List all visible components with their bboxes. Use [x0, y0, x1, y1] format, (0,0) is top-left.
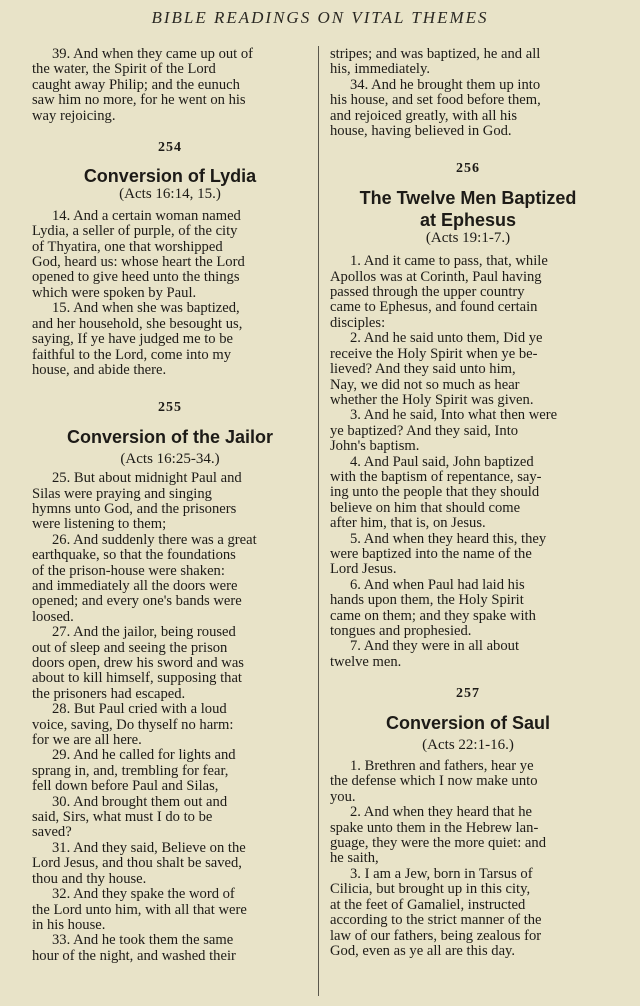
text-line: for we are all here. [32, 732, 142, 749]
scripture-reference: (Acts 19:1-7.) [425, 229, 511, 246]
text-line: voice, saving, Do thyself no harm: [32, 716, 234, 733]
text-line: Lord Jesus, and thou shalt be saved, [32, 855, 242, 872]
text-line: house, having believed in God. [330, 123, 512, 140]
scripture-reference: (Acts 22:1-16.) [422, 736, 514, 753]
text-line: thou and thy house. [32, 870, 147, 887]
text-line: opened to give heed unto the things [32, 269, 240, 286]
text-line: whether the Holy Spirit was given. [330, 391, 534, 408]
text-line: 29. And he called for lights and [52, 747, 236, 764]
text-line: came on them; and they spake with [330, 607, 536, 624]
text-line: 2. And when they heard that he [350, 804, 532, 821]
text-line: 39. And when they came up out of [52, 46, 254, 62]
text-line: tongues and prophesied. [330, 623, 472, 639]
text-line: you. [330, 788, 356, 805]
text-line: fell down before Paul and Silas, [32, 778, 219, 795]
text-line: loosed. [32, 608, 74, 625]
text-line: guage, they were the more quiet: and [330, 835, 546, 852]
text-line: Silas were praying and singing [32, 485, 212, 502]
text-line: disciples: [330, 314, 386, 331]
text-line: he saith, [330, 850, 379, 867]
text-line: receive the Holy Spirit when ye be- [330, 345, 538, 362]
text-line: law of our fathers, being zealous for [330, 927, 542, 944]
text-line: 30. And brought them out and [52, 793, 228, 810]
text-line: opened; and every one's bands were [32, 593, 242, 610]
section-title: Conversion of Lydia [83, 166, 257, 187]
section-number: 254 [158, 140, 182, 156]
text-line: which were spoken by Paul. [32, 284, 197, 301]
section-title: Conversion of the Jailor [66, 426, 274, 447]
section-title: Conversion of Saul [385, 712, 551, 733]
text-line: doors open, drew his sword and was [32, 655, 244, 671]
verse-block [330, 47, 606, 139]
text-line: Apollos was at Corinth, Paul having [330, 268, 542, 285]
text-line: hymns unto God, and the prisoners [32, 500, 237, 517]
right-column [330, 47, 606, 959]
left-column [32, 47, 308, 964]
text-line: the water, the Spirit of the Lord [32, 61, 216, 78]
text-line: the Lord unto him, with all that were [32, 901, 247, 918]
text-line: were listening to them; [32, 516, 167, 533]
text-line: Lord Jesus. [330, 561, 397, 578]
text-line: lieved? And they said unto him, [330, 361, 516, 378]
text-line: 27. And the jailor, being roused [52, 624, 236, 641]
section-number: 255 [158, 400, 182, 416]
text-line: way rejoicing. [32, 107, 116, 124]
text-line: ye baptized? And they said, Into [330, 422, 519, 439]
text-line: 32. And they spake the word of [52, 886, 235, 903]
text-line: in his house. [32, 916, 106, 933]
section-title: The Twelve Men Baptized [359, 187, 577, 208]
text-line: said, Sirs, what must I do to be [32, 809, 213, 826]
text-line: and her household, she besought us, [32, 315, 243, 332]
text-line: 3. I am a Jew, born in Tarsus of [350, 865, 533, 882]
verse-block [330, 254, 606, 670]
section-title: at Ephesus [419, 209, 517, 230]
text-line: believe on him that should come [330, 499, 521, 516]
text-line: caught away Philip; and the eunuch [32, 76, 240, 93]
verse-block [330, 759, 606, 959]
section-number: 257 [456, 686, 480, 702]
text-line: with the baptism of repentance, say- [330, 468, 542, 485]
scripture-reference: (Acts 16:25-34.) [120, 450, 220, 467]
text-line: God, heard us: whose heart the Lord [32, 254, 245, 271]
text-line: 1. Brethren and fathers, hear ye [350, 758, 534, 775]
text-line: were baptized into the name of the [330, 545, 532, 562]
text-line: 14. And a certain woman named [52, 207, 241, 224]
text-line: 15. And when she was baptized, [52, 300, 240, 317]
text-line: the defense which I now make unto [330, 773, 538, 790]
text-line: 6. And when Paul had laid his [350, 576, 525, 593]
text-line: ing unto the people that they should [330, 484, 540, 501]
text-line: after him, that is, on Jesus. [330, 515, 486, 532]
text-line: hour of the night, and washed their [32, 947, 236, 964]
text-line: and rejoiced greatly, with all his [330, 107, 518, 124]
text-line: Cilicia, but brought up in this city, [330, 881, 531, 898]
text-line: his house, and set food before them, [330, 92, 541, 109]
text-line: 2. And he said unto them, Did ye [350, 330, 543, 347]
text-line: 1. And it came to pass, that, while [350, 253, 548, 270]
text-line: house, and abide there. [32, 361, 167, 378]
text-line: 25. But about midnight Paul and [52, 470, 242, 487]
text-line: out of sleep and seeing the prison [32, 639, 228, 656]
text-line: sprang in, and, trembling for fear, [32, 762, 229, 779]
text-line: saw him no more, for he went on his [32, 92, 246, 109]
text-line: of the prison-house were shaken: [32, 562, 225, 579]
text-line: 5. And when they heard this, they [350, 530, 547, 547]
text-line: saved? [32, 824, 72, 841]
text-line: passed through the upper country [330, 284, 525, 301]
text-line: Lydia, a seller of purple, of the city [32, 223, 238, 240]
verse-block [32, 471, 308, 964]
text-line: and immediately all the doors were [32, 577, 238, 594]
text-line: his, immediately. [330, 61, 430, 78]
column-divider [318, 46, 319, 996]
text-line: 4. And Paul said, John baptized [350, 453, 534, 470]
text-line: 28. But Paul cried with a loud [52, 701, 227, 718]
text-line: 3. And he said, Into what then were [350, 407, 558, 424]
text-line: faithful to the Lord, come into my [32, 346, 231, 363]
text-line: Nay, we did not so much as hear [330, 376, 520, 393]
text-line: about to kill himself, supposing that [32, 670, 242, 687]
scripture-reference: (Acts 16:14, 15.) [119, 186, 221, 203]
text-line: John's baptism. [330, 438, 420, 455]
text-line: 7. And they were in all about [350, 638, 520, 655]
text-line: spake unto them in the Hebrew lan- [330, 819, 539, 836]
running-title: BIBLE READINGS ON VITAL THEMES [151, 8, 489, 27]
text-line: hands upon them, the Holy Spirit [330, 592, 524, 609]
text-line: came to Ephesus, and found certain [330, 299, 538, 316]
text-line: God, even as ye all are this day. [330, 942, 516, 959]
text-line: 26. And suddenly there was a great [52, 531, 257, 548]
text-line: 31. And they said, Believe on the [52, 839, 246, 856]
text-line: the prisoners had escaped. [32, 685, 186, 702]
verse-block [32, 209, 308, 378]
text-line: stripes; and was baptized, he and all [330, 46, 541, 62]
text-line: saying, If ye have judged me to be [32, 331, 234, 348]
text-line: earthquake, so that the foundations [32, 547, 236, 564]
section-number: 256 [456, 161, 480, 177]
text-line: twelve men. [330, 653, 402, 670]
text-line: 34. And he brought them up into [350, 76, 541, 93]
verse-block [32, 47, 308, 124]
text-line: according to the strict manner of the [330, 912, 542, 929]
text-line: 33. And he took them the same [52, 932, 234, 949]
text-line: at the feet of Gamaliel, instructed [330, 896, 526, 913]
text-line: of Thyatira, one that worshipped [32, 238, 223, 255]
